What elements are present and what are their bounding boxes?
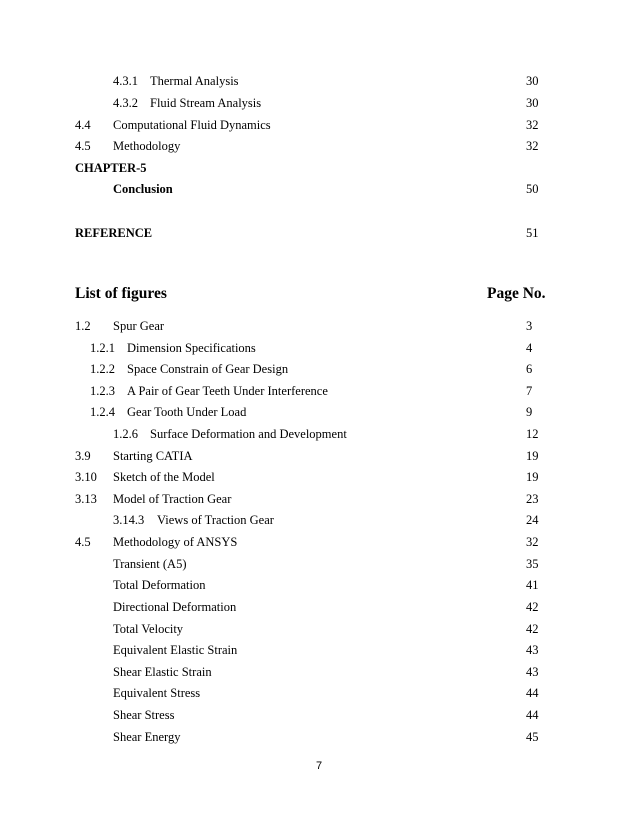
toc-entry-page: 30	[526, 74, 539, 88]
figure-entry	[0, 706, 638, 724]
figure-entry	[0, 447, 638, 465]
figure-title: Views of Traction Gear	[157, 513, 274, 527]
figure-title: Total Velocity	[113, 622, 184, 636]
figure-entry	[0, 663, 638, 681]
figure-page: 42	[526, 600, 539, 614]
toc-entry	[0, 72, 638, 90]
chapter-label: CHAPTER-5	[75, 161, 147, 175]
toc-entry-page: 32	[526, 139, 539, 153]
figure-page: 4	[526, 341, 533, 355]
figure-title: Gear Tooth Under Load	[127, 405, 247, 419]
figure-title: Total Deformation	[113, 578, 206, 592]
figure-title: A Pair of Gear Teeth Under Interference	[127, 384, 328, 398]
figure-entry	[0, 490, 638, 508]
toc-entry	[0, 137, 638, 155]
chapter-heading	[0, 159, 638, 177]
figures-heading: List of figures	[75, 285, 167, 302]
figure-entry	[0, 425, 638, 443]
conclusion-page: 50	[526, 182, 539, 196]
figure-page: 7	[526, 384, 533, 398]
figure-title: Spur Gear	[113, 319, 165, 333]
toc-entry-number: 4.5	[75, 139, 91, 153]
figure-number: 3.13	[75, 492, 97, 506]
figure-entry	[0, 511, 638, 529]
toc-entry-title: Computational Fluid Dynamics	[113, 118, 271, 132]
figure-entry	[0, 555, 638, 573]
figure-title: Shear Stress	[113, 708, 175, 722]
figure-page: 44	[526, 686, 539, 700]
figure-number: 1.2.4	[90, 405, 115, 419]
figure-title: Equivalent Stress	[113, 686, 201, 700]
figure-entry	[0, 360, 638, 378]
figure-page: 45	[526, 730, 539, 744]
toc-entry-page: 32	[526, 118, 539, 132]
figure-entry	[0, 317, 638, 335]
page-number: 7	[315, 760, 323, 772]
figure-entry	[0, 620, 638, 638]
toc-entry-page: 30	[526, 96, 539, 110]
figure-entry	[0, 684, 638, 702]
figure-page: 19	[526, 449, 539, 463]
figure-title: Starting CATIA	[113, 449, 193, 463]
figure-page: 35	[526, 557, 539, 571]
figure-entry	[0, 403, 638, 421]
toc-entry-conclusion	[0, 180, 638, 198]
figure-entry	[0, 533, 638, 551]
toc-entry-title: Thermal Analysis	[150, 74, 239, 88]
toc-entry-number: 4.3.2	[113, 96, 138, 110]
figure-page: 12	[526, 427, 539, 441]
figure-title: Surface Deformation and Development	[150, 427, 347, 441]
toc-entry-number: 4.3.1	[113, 74, 138, 88]
figure-number: 1.2.3	[90, 384, 115, 398]
figure-title: Sketch of the Model	[113, 470, 215, 484]
figure-entry	[0, 641, 638, 659]
conclusion-title: Conclusion	[113, 182, 173, 196]
figure-title: Space Constrain of Gear Design	[127, 362, 289, 376]
figure-title: Transient (A5)	[113, 557, 187, 571]
figure-entry	[0, 728, 638, 746]
figure-page: 3	[526, 319, 533, 333]
toc-entry-reference	[0, 224, 638, 242]
figure-title: Shear Energy	[113, 730, 181, 744]
figure-number: 3.9	[75, 449, 91, 463]
figure-page: 19	[526, 470, 539, 484]
figure-page: 43	[526, 643, 539, 657]
figure-number: 4.5	[75, 535, 91, 549]
figure-number: 1.2.6	[113, 427, 138, 441]
reference-title: REFERENCE	[75, 226, 153, 240]
toc-entry	[0, 116, 638, 134]
figure-entry	[0, 382, 638, 400]
figure-number: 1.2.1	[90, 341, 115, 355]
figure-page: 44	[526, 708, 539, 722]
figure-page: 24	[526, 513, 539, 527]
reference-page: 51	[526, 226, 539, 240]
figure-number: 1.2.2	[90, 362, 115, 376]
figure-page: 42	[526, 622, 539, 636]
figure-title: Model of Traction Gear	[113, 492, 232, 506]
figure-title: Dimension Specifications	[127, 341, 256, 355]
figure-page: 32	[526, 535, 539, 549]
figure-title: Directional Deformation	[113, 600, 237, 614]
figure-title: Methodology of ANSYS	[113, 535, 238, 549]
figure-page: 41	[526, 578, 539, 592]
figure-number: 3.10	[75, 470, 97, 484]
toc-entry-title: Fluid Stream Analysis	[150, 96, 262, 110]
figure-title: Equivalent Elastic Strain	[113, 643, 238, 657]
figure-page: 9	[526, 405, 533, 419]
figure-page: 43	[526, 665, 539, 679]
page-no-heading: Page No.	[487, 285, 546, 302]
figure-number: 3.14.3	[113, 513, 145, 527]
figure-entry	[0, 468, 638, 486]
toc-entry	[0, 94, 638, 112]
figure-entry	[0, 339, 638, 357]
figure-title: Shear Elastic Strain	[113, 665, 212, 679]
figure-page: 23	[526, 492, 539, 506]
figure-page: 6	[526, 362, 533, 376]
figure-entry	[0, 576, 638, 594]
figures-heading-row	[0, 283, 638, 305]
toc-entry-number: 4.4	[75, 118, 91, 132]
toc-entry-title: Methodology	[113, 139, 181, 153]
figure-entry	[0, 598, 638, 616]
figure-number: 1.2	[75, 319, 91, 333]
